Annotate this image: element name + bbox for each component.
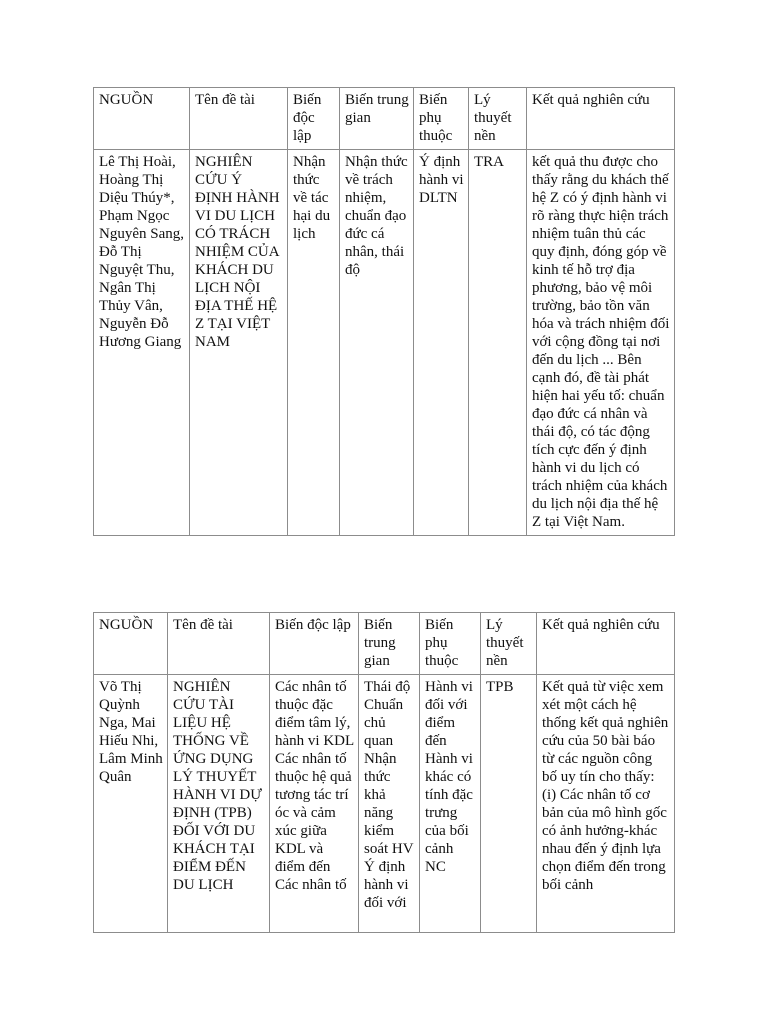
header-source: NGUỒN bbox=[94, 613, 168, 675]
research-table-2 bbox=[93, 612, 675, 933]
research-table-1 bbox=[93, 87, 675, 536]
cell-title-wrap bbox=[168, 675, 270, 933]
table-row bbox=[94, 150, 675, 536]
table-row bbox=[94, 675, 675, 933]
cell-mediating-variable-wrap bbox=[359, 675, 420, 933]
cell-independent-variable: Các nhân tố thuộc đặc điểm tâm lý, hành vi KDL Các nhân tố thuộc hệ quả tương tác trí óc và cảm xúc giữa KDL và điểm đến Các nhân tố bbox=[275, 679, 354, 893]
header-independent-variable: Biến độc lập bbox=[288, 88, 340, 150]
header-mediating-variable: Biến trung gian bbox=[359, 613, 420, 675]
header-title: Tên đề tài bbox=[168, 613, 270, 675]
cell-results-wrap bbox=[537, 675, 675, 933]
cell-mediating-variable: Thái độ Chuẩn chủ quan Nhận thức khả năng kiểm soát HV Ý định hành vi đối với bbox=[364, 679, 414, 911]
cell-dependent-variable-wrap bbox=[420, 675, 481, 933]
header-dependent-variable: Biến phụ thuộc bbox=[414, 88, 469, 150]
header-source: NGUỒN bbox=[94, 88, 190, 150]
header-mediating-variable: Biến trung gian bbox=[340, 88, 414, 150]
table-header-row bbox=[94, 613, 675, 675]
cell-source: Lê Thị Hoài, Hoàng Thị Diệu Thúy*, Phạm Ngọc Nguyên Sang, Đỗ Thị Nguyệt Thu, Ngân Thị Thủy Vân, Nguyễn Đỗ Hương Giang bbox=[94, 150, 190, 536]
cell-title: NGHIÊN CỨU Ý ĐỊNH HÀNH VI DU LỊCH CÓ TRÁCH NHIỆM CỦA KHÁCH DU LỊCH NỘI ĐỊA THẾ HỆ Z TẠI VIỆT NAM bbox=[190, 150, 288, 536]
header-results: Kết quả nghiên cứu bbox=[527, 88, 675, 150]
header-dependent-variable: Biến phụ thuộc bbox=[420, 613, 481, 675]
cell-source-wrap bbox=[94, 675, 168, 933]
cell-theory-wrap bbox=[481, 675, 537, 933]
cell-independent-variable-wrap bbox=[270, 675, 359, 933]
header-theory: Lý thuyết nền bbox=[469, 88, 527, 150]
header-independent-variable: Biến độc lập bbox=[270, 613, 359, 675]
cell-source: Võ Thị Quỳnh Nga, Mai Hiếu Nhi, Lâm Minh Quân bbox=[99, 679, 163, 785]
cell-independent-variable: Nhận thức về tác hại du lịch bbox=[288, 150, 340, 536]
cell-theory: TPB bbox=[486, 679, 514, 695]
cell-mediating-variable: Nhận thức về trách nhiệm, chuẩn đạo đức cá nhân, thái độ bbox=[340, 150, 414, 536]
header-title: Tên đề tài bbox=[190, 88, 288, 150]
cell-title: NGHIÊN CỨU TÀI LIỆU HỆ THỐNG VỀ ỨNG DỤNG LÝ THUYẾT HÀNH VI DỰ ĐỊNH (TPB) ĐỐI VỚI DU KHÁCH TẠI ĐIỂM ĐẾN DU LỊCH bbox=[173, 679, 262, 893]
header-results: Kết quả nghiên cứu bbox=[537, 613, 675, 675]
cell-theory: TRA bbox=[469, 150, 527, 536]
cell-results: Kết quả từ việc xem xét một cách hệ thống kết quả nghiên cứu của 50 bài báo từ các nguồn công bố uy tín cho thấy: (i) Các nhân tố cơ bản của mô hình gốc có ảnh hưởng-khác nhau đến ý định lựa chọn điểm đến trong bối cảnh bbox=[542, 679, 669, 893]
cell-dependent-variable: Hành vi đối với điểm đến Hành vi khác có tính đặc trưng của bối cảnh NC bbox=[425, 679, 473, 875]
cell-results: kết quả thu được cho thấy rằng du khách thế hệ Z có ý định hành vi rõ ràng thực hiện trách nhiệm tuân thủ các quy định, đóng góp về kinh tế hỗ trợ địa phương, bảo vệ môi trường, bảo tồn văn hóa và trách nhiệm đối với cộng đồng tại nơi đến du lịch ... Bên cạnh đó, đề tài phát hiện hai yếu tố: chuẩn đạo đức cá nhân và thái độ, có tác động tích cực đến ý định hành vi du lịch có trách nhiệm của khách du lịch nội địa thế hệ Z tại Việt Nam. bbox=[527, 150, 675, 536]
header-theory: Lý thuyết nền bbox=[481, 613, 537, 675]
cell-dependent-variable: Ý định hành vi DLTN bbox=[414, 150, 469, 536]
table-header-row bbox=[94, 88, 675, 150]
